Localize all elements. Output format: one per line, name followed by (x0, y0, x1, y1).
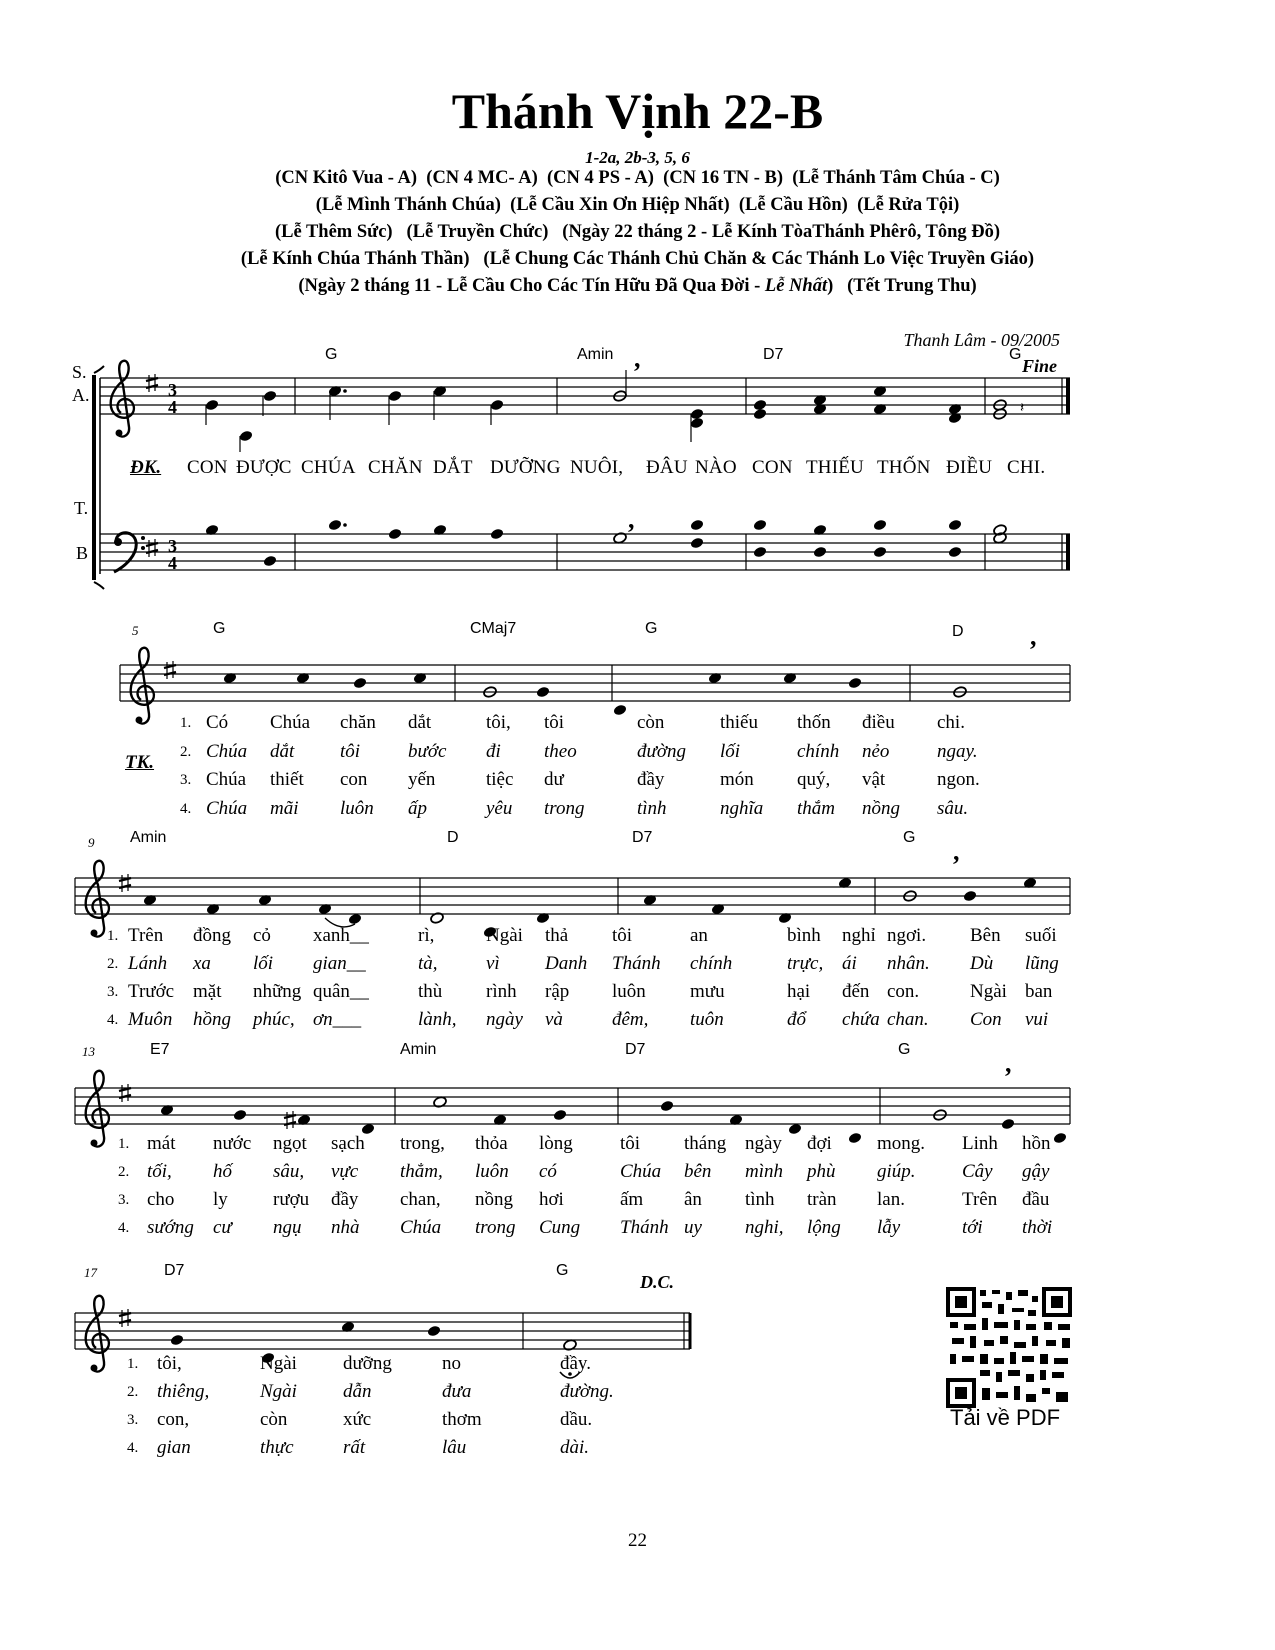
verse-number: 3. (107, 984, 119, 1000)
lyric-word: sâu, (273, 1161, 305, 1182)
verse-number: 3. (127, 1412, 139, 1428)
lyric-word: thiết (270, 769, 304, 790)
verse-number: 2. (107, 956, 119, 972)
lyric-word: ấm (620, 1189, 644, 1210)
lyric-word: ĐÂU (646, 457, 688, 478)
lyric-word: cỏ (253, 925, 271, 946)
lyric-word: chính (797, 740, 840, 762)
svg-text:,: , (953, 837, 960, 866)
lyric-word: NUÔI, (570, 457, 624, 478)
lyric-word: hơi (539, 1189, 564, 1210)
chord-symbol: G (325, 346, 338, 363)
lyric-word: Ngài (260, 1353, 297, 1374)
lyric-word: vì (486, 953, 500, 974)
lyric-word: tôi, (486, 712, 511, 733)
lyric-word: nhà (331, 1217, 360, 1238)
lyric-word: thực (260, 1437, 294, 1458)
lyric-word: Chúa (206, 740, 248, 762)
lyric-word: nồng (862, 797, 900, 819)
verse-system-2 (75, 878, 1070, 914)
lyric-word: ngơi. (887, 925, 927, 946)
lyric-word: CON (752, 457, 793, 478)
lyric-word: dưỡng (343, 1353, 392, 1374)
verse-system-1 (120, 665, 1070, 701)
lyric-word: DƯỠNG (490, 457, 561, 478)
lyric-word: luôn (340, 797, 374, 819)
lyric-word: CHI. (1007, 457, 1046, 478)
refrain-label: ĐK. (130, 457, 162, 478)
qr-code[interactable] (947, 1288, 1071, 1406)
chord-symbol: G (903, 829, 916, 846)
lyric-word: phúc, (253, 1009, 295, 1030)
lyric-word: hố (213, 1161, 232, 1182)
verse-number: 1. (107, 928, 119, 944)
lyric-word: thả (545, 925, 569, 946)
lyric-word: Lánh (128, 953, 168, 974)
voice-label-alto: A. (72, 385, 90, 405)
lyric-word: lối (253, 953, 274, 974)
lyric-word: có (539, 1161, 557, 1182)
lyric-word: THỐN (877, 457, 931, 478)
lyric-word: gian__ (313, 953, 366, 974)
lyric-word: ly (213, 1189, 228, 1210)
lyric-word: tôi (612, 925, 633, 946)
lyric-word: yêu (486, 797, 513, 819)
lyric-word: cư (213, 1217, 232, 1238)
lyric-word: sâu. (937, 797, 969, 819)
chord-symbol: D7 (632, 829, 653, 846)
lyric-word: rì, (418, 925, 435, 946)
chord-symbol: G (556, 1262, 569, 1279)
lyric-word: mong. (877, 1133, 926, 1154)
lyric-word: nhân. (887, 953, 930, 974)
lyric-word: đường. (560, 1381, 614, 1402)
lyric-word: tình (637, 797, 667, 819)
lyric-word: đêm, (612, 1009, 649, 1030)
lyric-word: nước (213, 1133, 252, 1154)
verse-number: 2. (180, 743, 192, 760)
measure-number: 13 (82, 1044, 95, 1059)
lyric-word: đầu (1022, 1189, 1050, 1210)
lyric-word: lối (720, 740, 741, 762)
lyric-word: tôi, (157, 1353, 182, 1374)
lyric-word: vực (331, 1161, 359, 1182)
lyric-word: Cung (539, 1217, 581, 1238)
verse-number: 1. (180, 715, 192, 731)
lyric-word: điều (862, 712, 895, 733)
lyric-word: thắm (797, 797, 835, 819)
lyric-word: xức (343, 1409, 372, 1430)
lyric-word: Trên (962, 1189, 998, 1210)
lyric-word: vui (1025, 1009, 1049, 1030)
lyric-word: thơm (442, 1409, 482, 1430)
lyric-word: Ngài (260, 1381, 297, 1402)
lyric-word: Linh (962, 1133, 998, 1154)
lyric-word: ngọt (273, 1133, 307, 1154)
lyric-word: món (720, 769, 754, 790)
lyric-word: và (545, 1009, 563, 1030)
svg-text:3: 3 (168, 380, 177, 400)
lyric-word: luôn (475, 1161, 509, 1182)
chord-symbol: E7 (150, 1041, 170, 1058)
lyric-word: cho (147, 1189, 175, 1210)
lyric-word: bước (408, 740, 447, 762)
lyric-word: ĐƯỢC (236, 457, 292, 478)
lyric-word: CHÚA (301, 457, 356, 478)
lyric-word: tối, (147, 1161, 172, 1182)
lyric-word: trực, (787, 953, 824, 974)
lyric-word: đi (486, 740, 501, 762)
lyric-word: nghi, (745, 1217, 784, 1238)
lyric-word: tràn (807, 1189, 837, 1210)
occasion-last-suffix: ) (Tết Trung Thu) (827, 276, 977, 296)
lyric-word: con. (887, 981, 920, 1002)
lyric-word: giúp. (877, 1161, 916, 1182)
lyric-word: thẳm, (400, 1161, 443, 1182)
lyric-word: lành, (418, 1009, 457, 1030)
lyric-word: đầy. (560, 1353, 591, 1374)
lyric-word: luôn (612, 981, 646, 1002)
lyric-word: đến (842, 981, 870, 1002)
lyric-word: lộng (807, 1217, 841, 1238)
lyric-word: CHĂN (368, 457, 423, 478)
lyric-word: những (253, 981, 302, 1002)
lyric-word: ban (1025, 981, 1053, 1002)
lyric-word: thốn (797, 712, 831, 733)
lyric-word: yến (408, 769, 436, 790)
page-number: 22 (628, 1530, 647, 1551)
lyric-word: Thánh (612, 953, 661, 974)
lyric-word: xa (193, 953, 211, 974)
lyric-word: an (690, 925, 708, 946)
chord-symbol: Amin (577, 346, 614, 363)
voice-label-soprano: S. (72, 362, 87, 382)
chord-symbol: G (645, 620, 658, 637)
lyric-word: mát (147, 1133, 176, 1154)
lyric-word: Ngài (486, 925, 523, 946)
download-pdf-link[interactable]: Tải về PDF (950, 1405, 1061, 1430)
chord-symbol: G (1009, 346, 1022, 363)
lyric-word: THIẾU (806, 457, 864, 478)
svg-text:,: , (1030, 622, 1037, 651)
lyric-word: tháng (684, 1133, 727, 1154)
lyric-word: dắt (408, 712, 432, 733)
lyric-word: trong (544, 797, 585, 819)
lyric-word: nẻo (862, 740, 890, 762)
lyric-word: dư (544, 769, 564, 790)
lyric-word: quân__ (313, 981, 369, 1002)
lyric-word: con, (157, 1409, 190, 1430)
chord-symbol: D (447, 829, 459, 846)
verse-number: 4. (107, 1012, 119, 1028)
lyric-word: đổ (787, 1009, 806, 1030)
lyric-word: dầu. (560, 1409, 593, 1430)
lyric-word: ơn___ (313, 1009, 362, 1030)
lyric-word: chứa (842, 1009, 880, 1030)
lyric-word: đầy (637, 769, 665, 790)
measure-number: 9 (88, 835, 95, 850)
lyric-word: Cây (962, 1161, 993, 1182)
verse-label: TK. (125, 752, 155, 773)
lyric-word: Thánh (620, 1217, 669, 1238)
author-credit: Thanh Lâm - 09/2005 (903, 330, 1060, 350)
lyric-word: đầy (331, 1189, 359, 1210)
lyric-word: rập (545, 981, 570, 1002)
lyric-word: sướng (147, 1217, 194, 1238)
lyric-word: tới (962, 1217, 983, 1238)
chord-symbol: G (213, 620, 226, 637)
lyric-word: rình (486, 981, 517, 1002)
lyric-word: tôi (620, 1133, 641, 1154)
lyric-word: dài. (560, 1437, 590, 1458)
lyric-word: Trên (128, 925, 164, 946)
verse-number: 4. (180, 800, 192, 817)
verse-number: 1. (118, 1136, 130, 1152)
svg-text:,: , (628, 505, 635, 534)
lyric-word: thời (1022, 1217, 1053, 1238)
lyric-word: sạch (331, 1133, 365, 1154)
lyric-word: ngày (486, 1009, 523, 1030)
chord-symbol: D (952, 623, 964, 640)
lyric-word: chăn (340, 712, 376, 733)
dc-marking: D.C. (640, 1272, 675, 1292)
lyric-word: nghỉ (842, 925, 876, 946)
verse-system-4 (75, 1313, 690, 1349)
lyric-word: đưa (442, 1381, 472, 1402)
svg-text:4: 4 (168, 397, 177, 417)
lyric-word: tôi (340, 740, 361, 762)
lyric-word: trong, (400, 1133, 445, 1154)
lyric-word: tôi (544, 712, 565, 733)
occasion-last-prefix: (Ngày 2 tháng 11 - Lễ Cầu Cho Các Tín Hữu Đã Qua Đời - (298, 276, 765, 296)
lyric-word: ngon. (937, 769, 980, 790)
lyric-word: lâu (442, 1437, 467, 1458)
lyric-word: Con (970, 1009, 1002, 1030)
lyric-word: dắt (270, 740, 295, 762)
lyric-word: gậy (1022, 1161, 1050, 1182)
svg-text:4: 4 (168, 553, 177, 573)
lyric-word: nồng (475, 1189, 513, 1210)
lyric-word: quý, (797, 769, 831, 790)
lyric-word: Chúa (206, 769, 247, 790)
lyric-word: gian (157, 1437, 191, 1458)
verse-number: 4. (127, 1440, 139, 1456)
verse-number: 3. (180, 772, 192, 788)
lyric-word: tiệc (486, 769, 514, 790)
lyric-word: bên (684, 1161, 712, 1182)
chord-symbol: CMaj7 (470, 620, 517, 637)
svg-text:3: 3 (168, 536, 177, 556)
lyric-word: phù (807, 1161, 836, 1182)
occasion-line-1: (CN Kitô Vua - A) (CN 4 MC- A) (CN 4 PS - A) (CN 16 TN - B) (Lễ Thánh Tâm Chúa - C) (275, 168, 1000, 188)
lyric-word: ấp (408, 797, 427, 819)
lyric-word: tình (745, 1189, 775, 1210)
lyric-word: theo (544, 740, 577, 762)
lyric-word: bình (787, 925, 821, 946)
chord-symbol: D7 (164, 1262, 185, 1279)
lyric-word: mình (745, 1161, 783, 1182)
chord-symbol: D7 (763, 346, 784, 363)
chord-symbol: D7 (625, 1041, 646, 1058)
lyric-word: Dù (970, 953, 994, 974)
lyric-word: ân (684, 1189, 702, 1210)
verse-number: 4. (118, 1220, 130, 1236)
lyric-word: vật (862, 769, 886, 790)
lyric-word: đường (637, 740, 687, 762)
occasion-line-4: (Lễ Kính Chúa Thánh Thần) (Lễ Chung Các Thánh Chủ Chăn & Các Thánh Lo Việc Truyền Giáo) (240, 249, 1035, 269)
verse-system-3 (75, 1088, 1070, 1124)
lyric-word: ái (842, 953, 857, 974)
occasion-line-2: (Lễ Mình Thánh Chúa) (Lễ Cầu Xin Ơn Hiệp Nhất) (Lễ Cầu Hồn) (Lễ Rửa Tội) (315, 195, 960, 215)
psalm-verses: 1-2a, 2b-3, 5, 6 (585, 148, 690, 167)
lyric-word: Có (206, 712, 229, 733)
measure-number: 5 (132, 623, 139, 638)
lyric-word: ngay. (937, 740, 978, 762)
lyric-word: chan. (887, 1009, 929, 1030)
lyric-word: còn (637, 712, 665, 733)
lyric-word: Chúa (400, 1217, 442, 1238)
lyric-word: lẫy (877, 1217, 901, 1238)
lyric-word: Chúa (206, 797, 248, 819)
lyric-word: còn (260, 1409, 288, 1430)
svg-text:𝄽: 𝄽 (1020, 400, 1025, 416)
svg-text:,: , (634, 344, 641, 373)
lyric-word: NÀO (695, 457, 737, 478)
lyric-word: Chúa (620, 1161, 662, 1182)
lyric-word: đợi (807, 1133, 832, 1154)
lyric-word: Bên (970, 925, 1001, 946)
lyric-word: lũng (1025, 953, 1059, 974)
measure-number: 17 (84, 1265, 97, 1280)
svg-text:,: , (1005, 1049, 1012, 1078)
chord-symbol: Amin (400, 1041, 437, 1058)
lyric-word: thiêng, (157, 1381, 210, 1402)
lyric-word: mặt (193, 981, 222, 1002)
verse-number: 1. (127, 1356, 139, 1372)
lyric-word: thỏa (475, 1133, 508, 1154)
lyric-word: chính (690, 953, 733, 974)
lyric-word: tuôn (690, 1009, 724, 1030)
voice-label-bass: B (76, 543, 89, 563)
lyric-word: thù (418, 981, 443, 1002)
lyric-word: suối (1025, 925, 1057, 946)
lyric-word: chan, (400, 1189, 441, 1210)
lyric-word: rượu (273, 1189, 310, 1210)
lyric-word: rất (343, 1437, 366, 1458)
lyric-word: hồn (1022, 1133, 1051, 1154)
occasion-line-3: (Lễ Thêm Sức) (Lễ Truyền Chức) (Ngày 22 tháng 2 - Lễ Kính TòaThánh Phêrô, Tông Đồ) (274, 222, 1001, 242)
lyric-word: đồng (193, 925, 231, 946)
lyric-word: ĐIỀU (946, 457, 993, 478)
lyric-word: trong (475, 1217, 516, 1238)
verse-number: 3. (118, 1192, 130, 1208)
lyric-word: tà, (418, 953, 438, 974)
lyric-word: Danh (545, 953, 588, 974)
lyric-word: Muôn (128, 1009, 173, 1030)
lyric-word: hại (787, 981, 811, 1002)
song-title: Thánh Vịnh 22-B (451, 83, 824, 139)
lyric-word: DẮT (433, 457, 473, 478)
occasion-last-italic: Lễ Nhất (764, 276, 828, 296)
verse-number: 2. (127, 1384, 139, 1400)
lyric-word: CON (187, 457, 228, 478)
lyric-word: lòng (539, 1133, 573, 1154)
chord-symbol: Amin (130, 829, 167, 846)
voice-label-tenor: T. (74, 498, 89, 518)
lyric-word: chi. (937, 712, 965, 733)
lyric-word: Chúa (270, 712, 311, 733)
lyric-word: dẫn (343, 1381, 372, 1402)
chord-symbol: G (898, 1041, 911, 1058)
lyric-word: con (340, 769, 368, 790)
lyric-word: mưu (690, 981, 725, 1002)
lyric-word: thiếu (720, 712, 758, 733)
lyric-word: nghĩa (720, 797, 764, 819)
lyric-word: ngày (745, 1133, 782, 1154)
lyric-word: uy (684, 1217, 702, 1238)
lyric-word: Trước (128, 981, 175, 1002)
lyric-word: lan. (877, 1189, 905, 1210)
lyric-word: mãi (270, 797, 299, 819)
lyric-word: hồng (193, 1009, 231, 1030)
lyric-word: no (442, 1353, 461, 1374)
verse-number: 2. (118, 1164, 130, 1180)
lyric-word: Ngài (970, 981, 1007, 1002)
lyric-word: ngụ (273, 1217, 302, 1238)
fine-marking: Fine (1022, 356, 1058, 376)
lyric-word: xanh__ (313, 925, 369, 946)
